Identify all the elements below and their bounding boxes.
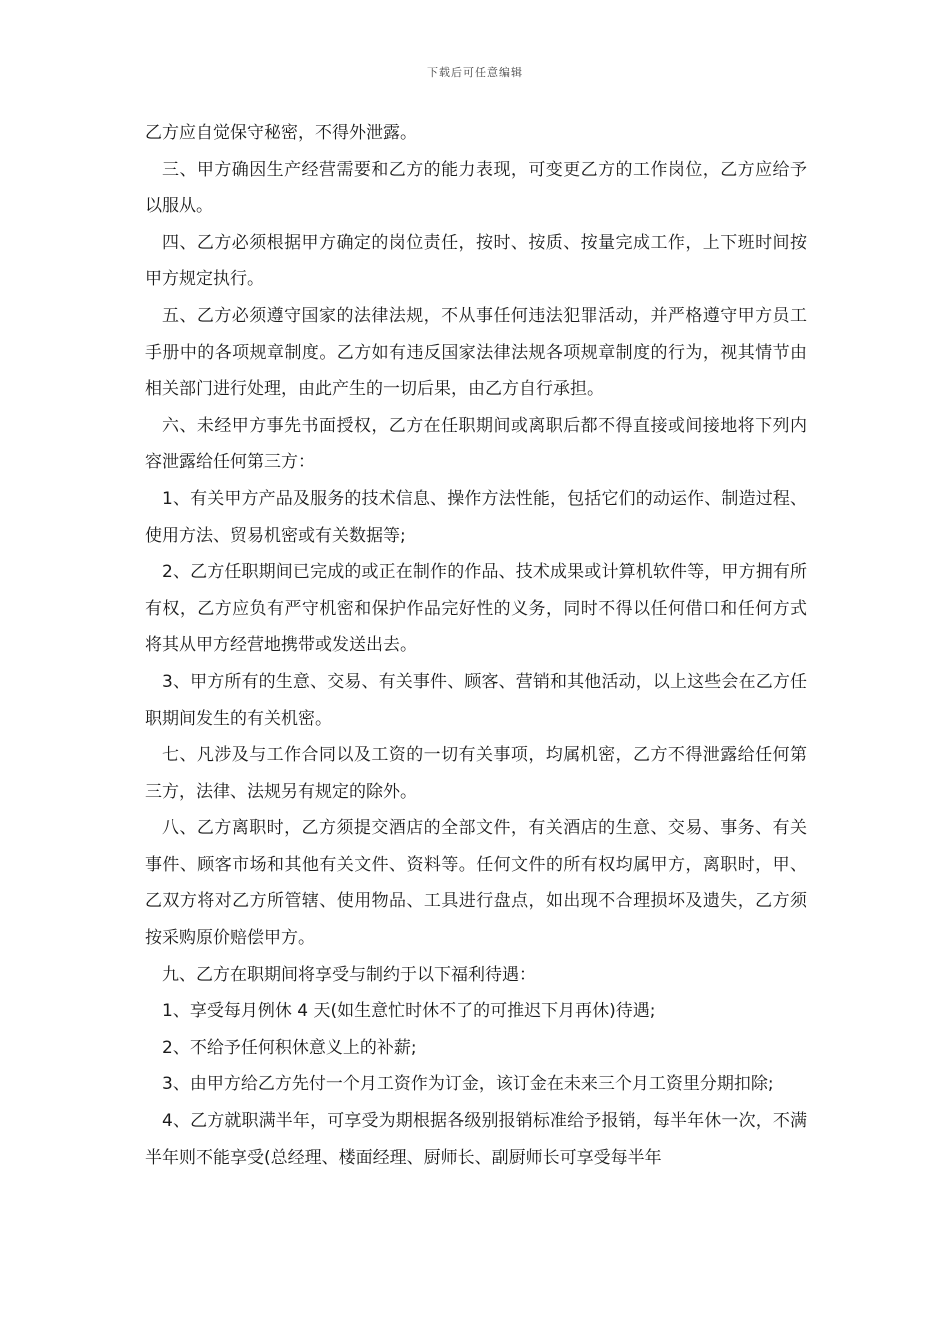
paragraph-confidentiality-end: 乙方应自觉保守秘密，不得外泄露。 bbox=[145, 123, 417, 143]
clause-3: 三、甲方确因生产经营需要和乙方的能力表现，可变更乙方的工作岗位，乙方应给予以服从。 bbox=[145, 159, 807, 217]
clause-8: 八、乙方离职时，乙方须提交酒店的全部文件，有关酒店的生意、交易、事务、有关事件、顾客市场和其他有关文件、资料等。任何文件的所有权均属甲方，离职时，甲、乙双方将对乙方所管辖、使用物品、工具进行盘点，如出现不合理损坏及遗失，乙方须按采购原价赔偿甲方。 bbox=[145, 818, 807, 949]
clause-9-item-1: 1、享受每月例休 4 天(如生意忙时休不了的可推迟下月再休)待遇; bbox=[162, 1001, 656, 1022]
clause-9-item-2: 2、不给予任何积休意义上的补薪; bbox=[162, 1037, 417, 1058]
clause-6: 六、未经甲方事先书面授权，乙方在任职期间或离职后都不得直接或间接地将下列内容泄露给任何第三方： bbox=[145, 415, 807, 473]
clause-9: 九、乙方在职期间将享受与制约于以下福利待遇： bbox=[162, 964, 536, 985]
clause-9-item-3: 3、由甲方给乙方先付一个月工资作为订金，该订金在未来三个月工资里分期扣除; bbox=[162, 1074, 774, 1095]
clause-9-item-4: 4、乙方就职满半年，可享受为期根据各级别报销标准给予报销，每半年休一次，不满半年则不能享受(总经理、楼面经理、厨师长、副厨师长可享受每半年 bbox=[145, 1111, 807, 1168]
document-body bbox=[145, 115, 807, 1176]
clause-6-item-1: 1、有关甲方产品及服务的技术信息、操作方法性能，包括它们的动运作、制造过程、使用方法、贸易机密或有关数据等; bbox=[145, 488, 807, 546]
clause-7: 七、凡涉及与工作合同以及工资的一切有关事项，均属机密，乙方不得泄露给任何第三方，法律、法规另有规定的除外。 bbox=[145, 745, 807, 802]
clause-5: 五、乙方必须遵守国家的法律法规，不从事任何违法犯罪活动，并严格遵守甲方员工手册中的各项规章制度。乙方如有违反国家法律法规各项规章制度的行为，视其情节由相关部门进行处理，由此产生的一切后果，由乙方自行承担。 bbox=[145, 305, 807, 400]
clause-6-item-3: 3、甲方所有的生意、交易、有关事件、顾客、营销和其他活动，以上这些会在乙方任职期间发生的有关机密。 bbox=[145, 671, 807, 729]
clause-4: 四、乙方必须根据甲方确定的岗位责任，按时、按质、按量完成工作，上下班时间按甲方规定执行。 bbox=[145, 232, 807, 290]
page-header: 下载后可任意编辑 bbox=[427, 66, 523, 79]
clause-6-item-2: 2、乙方任职期间已完成的或正在制作的作品、技术成果或计算机软件等，甲方拥有所有权，乙方应负有严守机密和保护作品完好性的义务，同时不得以任何借口和任何方式将其从甲方经营地携带或发送出去。 bbox=[145, 562, 807, 656]
